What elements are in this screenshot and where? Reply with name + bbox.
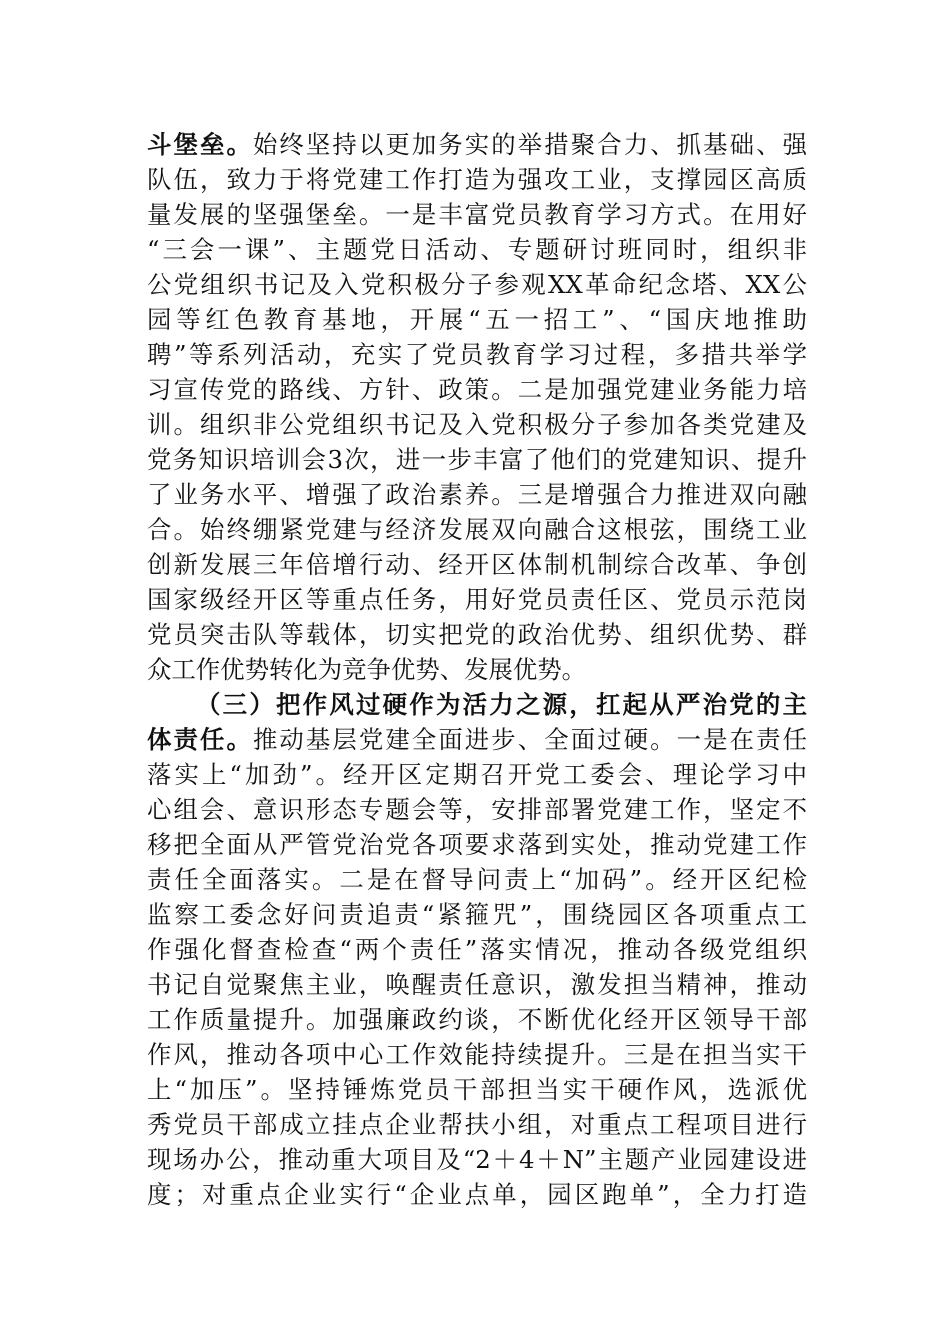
text-line xyxy=(147,197,807,232)
text-line xyxy=(147,652,807,687)
text-line xyxy=(147,547,807,582)
body-text: 国家级经开区等重点任务，用好党员责任区、党员示范岗 xyxy=(147,585,807,614)
text-line xyxy=(147,477,807,512)
text-line xyxy=(147,792,807,827)
body-text: 心组会、意识形态专题会等，安排部署党建工作，坚定不 xyxy=(147,795,807,824)
text-line xyxy=(147,897,807,932)
section-heading-line xyxy=(147,687,807,722)
text-line xyxy=(147,232,807,267)
body-text: 队伍，致力于将党建工作打造为强攻工业，支撑园区高质 xyxy=(147,165,807,194)
text-line xyxy=(147,1142,807,1177)
body-text: 党员突击队等载体，切实把党的政治优势、组织优势、群 xyxy=(147,620,807,649)
body-text: 创新发展三年倍增行动、经开区体制机制综合改革、争创 xyxy=(147,550,807,579)
body-text: 责任全面落实。二是在督导问责上“加码”。经开区纪检 xyxy=(147,865,807,894)
body-text: 合。始终绷紧党建与经济发展双向融合这根弦，围绕工业 xyxy=(147,515,807,544)
body-text: 作强化督查检查“两个责任”落实情况，推动各级党组织 xyxy=(147,935,807,964)
paragraph-1 xyxy=(147,127,807,687)
body-text: 秀党员干部成立挂点企业帮扶小组，对重点工程项目进行 xyxy=(147,1110,807,1139)
body-text: 训。组织非公党组织书记及入党积极分子参加各类党建及 xyxy=(147,410,807,439)
text-line xyxy=(147,127,807,162)
body-text: 公党组织书记及入党积极分子参观XX革命纪念塔、XX公 xyxy=(147,270,807,299)
text-line xyxy=(147,617,807,652)
body-text: 推动基层党建全面进步、全面过硬。一是在责任 xyxy=(252,725,807,754)
text-line xyxy=(147,932,807,967)
body-text: 习宣传党的路线、方针、政策。二是加强党建业务能力培 xyxy=(147,375,807,404)
text-line xyxy=(147,827,807,862)
text-line xyxy=(147,512,807,547)
text-line xyxy=(147,1072,807,1107)
body-text: 度；对重点企业实行“企业点单，园区跑单”，全力打造 xyxy=(147,1180,807,1209)
section-heading: （三）把作风过硬作为活力之源，扛起从严治党的主 xyxy=(196,690,807,719)
body-text: 始终坚持以更加务实的举措聚合力、抓基础、强 xyxy=(252,130,807,159)
document-page xyxy=(147,127,807,1212)
body-text: 园等红色教育基地，开展“五一招工”、“国庆地推助 xyxy=(147,305,807,334)
body-text: 了业务水平、增强了政治素养。三是增强合力推进双向融 xyxy=(147,480,807,509)
text-line xyxy=(147,302,807,337)
body-text: 聘”等系列活动，充实了党员教育学习过程，多措共举学 xyxy=(147,340,807,369)
text-line xyxy=(147,582,807,617)
text-line xyxy=(147,162,807,197)
text-line xyxy=(147,1177,807,1212)
text-line xyxy=(147,1002,807,1037)
body-text: 党务知识培训会3次，进一步丰富了他们的党建知识、提升 xyxy=(147,445,807,474)
body-text: 众工作优势转化为竞争优势、发展优势。 xyxy=(147,655,587,684)
text-line xyxy=(147,267,807,302)
bold-lead: 斗堡垒。 xyxy=(147,130,253,159)
text-line xyxy=(147,1037,807,1072)
body-text: 移把全面从严管党治党各项要求落到实处，推动党建工作 xyxy=(147,830,807,859)
text-line xyxy=(147,372,807,407)
body-text: 上“加压”。坚持锤炼党员干部担当实干硬作风，选派优 xyxy=(147,1075,807,1104)
text-line xyxy=(147,407,807,442)
text-line xyxy=(147,1107,807,1142)
body-text: 书记自觉聚焦主业，唤醒责任意识，激发担当精神，推动 xyxy=(147,970,807,999)
text-line xyxy=(147,967,807,1002)
body-text: 落实上“加劲”。经开区定期召开党工委会、理论学习中 xyxy=(147,760,807,789)
text-line xyxy=(147,757,807,792)
body-text: 现场办公，推动重大项目及“2＋4＋N”主题产业园建设进 xyxy=(147,1145,807,1174)
text-line xyxy=(147,442,807,477)
paragraph-2 xyxy=(147,687,807,1212)
text-line xyxy=(147,337,807,372)
body-text: 作风，推动各项中心工作效能持续提升。三是在担当实干 xyxy=(147,1040,807,1069)
body-text: 监察工委念好问责追责“紧箍咒”，围绕园区各项重点工 xyxy=(147,900,807,929)
body-text: “三会一课”、主题党日活动、专题研讨班同时，组织非 xyxy=(147,235,807,264)
body-text: 量发展的坚强堡垒。一是丰富党员教育学习方式。在用好 xyxy=(147,200,807,229)
text-line xyxy=(147,862,807,897)
text-line xyxy=(147,722,807,757)
body-text: 工作质量提升。加强廉政约谈，不断优化经开区领导干部 xyxy=(147,1005,807,1034)
bold-lead: 体责任。 xyxy=(147,725,253,754)
